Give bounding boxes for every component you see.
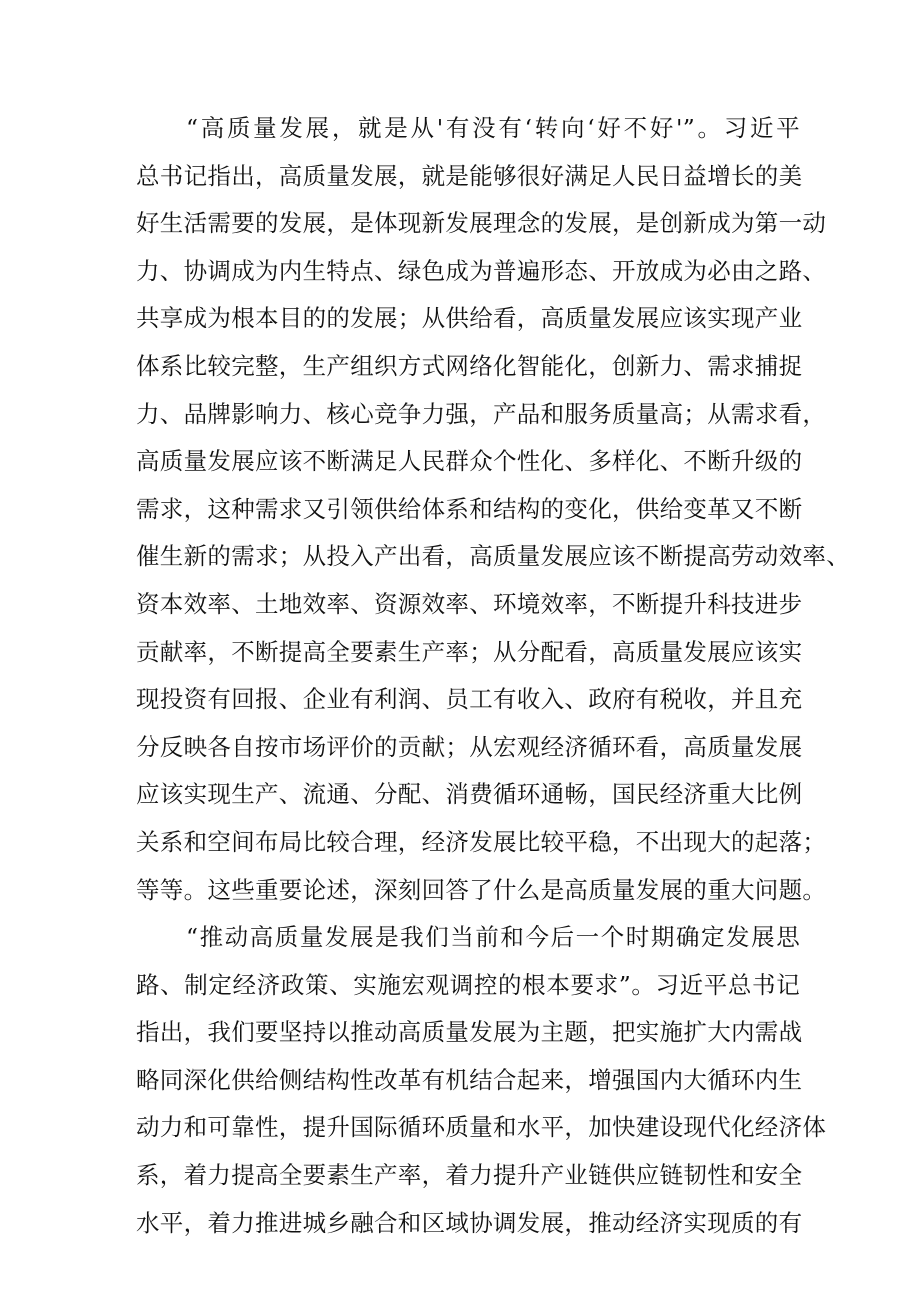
text-line: 指出，我们要坚持以推动高质量发展为主题，把实施扩大内需战 <box>136 1018 803 1047</box>
text-line: 力、品牌影响力、核心竞争力强，产品和服务质量高；从需求看， <box>136 399 827 428</box>
text-line: “高质量发展，就是从'有没有‘转向‘好不好'”。习近平 <box>186 114 800 142</box>
text-line: 力、协调成为内生特点、绿色成为普遍形态、开放成为必由之路、 <box>136 256 827 285</box>
text-line: 动力和可靠性，提升国际循环质量和水平，加快建设现代化经济体 <box>136 1113 827 1142</box>
text-line: 应该实现生产、流通、分配、消费循环通畅，国民经济重大比例 <box>136 780 803 809</box>
text-line: 路、制定经济政策、实施宏观调控的根本要求”。习近平总书记 <box>136 970 800 999</box>
text-line: 催生新的需求；从投入产出看，高质量发展应该不断提高劳动效率、 <box>136 542 850 571</box>
text-line: 关系和空间布局比较合理，经济发展比较平稳，不出现大的起落； <box>136 827 827 856</box>
text-line: 现投资有回报、企业有利润、员工有收入、政府有税收，并且充 <box>136 685 803 714</box>
text-line: 分反映各自按市场评价的贡献；从宏观经济循环看，高质量发展 <box>136 732 803 761</box>
text-line: 贡献率，不断提高全要素生产率；从分配看，高质量发展应该实 <box>136 637 803 666</box>
text-line: 水平，着力推进城乡融合和区域协调发展，推动经济实现质的有 <box>136 1208 803 1237</box>
text-line: “推动高质量发展是我们当前和今后一个时期确定发展思 <box>186 923 800 952</box>
text-line: 需求，这种需求又引领供给体系和结构的变化，供给变革又不断 <box>136 494 803 523</box>
text-line: 共享成为根本目的的发展；从供给看，高质量发展应该实现产业 <box>136 304 803 333</box>
text-line: 体系比较完整，生产组织方式网络化智能化，创新力、需求捕捉 <box>136 351 803 380</box>
text-line: 资本效率、土地效率、资源效率、环境效率，不断提升科技进步 <box>136 589 803 618</box>
document-body <box>136 112 850 1254</box>
text-line: 等等。这些重要论述，深刻回答了什么是高质量发展的重大问题。 <box>136 875 827 904</box>
paragraph-promote-high-quality <box>136 921 827 1254</box>
paragraph-high-quality-definition <box>136 112 850 921</box>
text-line: 略同深化供给侧结构性改革有机结合起来，增强国内大循环内生 <box>136 1065 803 1094</box>
text-line: 总书记指出，高质量发展，就是能够很好满足人民日益增长的美 <box>136 161 803 190</box>
text-line: 系，着力提高全要素生产率，着力提升产业链供应链韧性和安全 <box>136 1161 803 1190</box>
text-line: 高质量发展应该不断满足人民群众个性化、多样化、不断升级的 <box>136 447 803 476</box>
text-line: 好生活需要的发展，是体现新发展理念的发展，是创新成为第一动 <box>136 209 827 238</box>
